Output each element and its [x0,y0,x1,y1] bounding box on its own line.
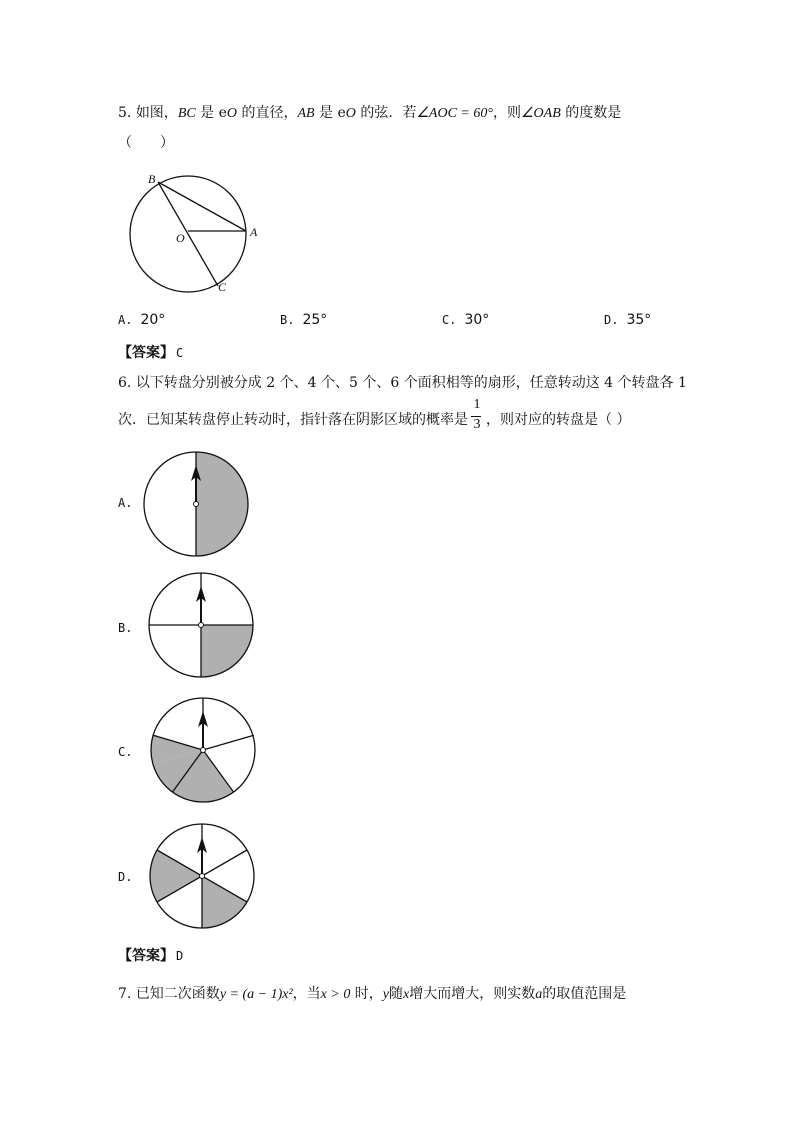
q6-answer [118,945,183,965]
option-value: 25° [302,312,328,328]
circle-symbol: e [218,105,227,121]
q5-text: 的度数是 [560,105,622,121]
q5-angle-condition: ∠AOC = 60° [416,106,493,121]
answer-value: D [176,949,184,963]
shaded-sector [201,625,253,677]
answer-value: C [176,346,184,360]
q7-text: 已知二次函数 [135,986,220,1002]
spinner-a-label: A. [118,496,133,510]
option-label: D. [604,313,619,327]
q5-angle-question: ∠OAB [520,106,561,121]
label-b: B [148,172,156,186]
label-a: A [250,225,258,239]
spinner-d[interactable] [149,823,257,931]
label-c: C [218,280,227,294]
q7-number: 7. [118,986,132,1002]
answer-tag: 【答案】 [118,948,174,964]
divider [203,735,254,750]
label-o: O [176,231,185,245]
pivot [194,502,199,507]
pivot [200,874,205,879]
q5-text: ，则 [492,105,521,121]
spinner-c-label: C. [118,745,133,759]
pivot [201,748,206,753]
q5-text: 是 [195,105,219,121]
option-value: 35° [626,312,652,328]
pivot [199,623,204,628]
spinner-a[interactable] [143,451,251,559]
answer-tag: 【答案】 [118,345,174,361]
q6-stem-line1 [118,374,687,392]
shaded-sector [196,452,248,556]
option-c[interactable] [442,312,489,328]
q7-text: ，当 [292,986,321,1002]
q7-text: 的取值范围是 [542,986,627,1002]
q7-var-a: a [535,987,543,1002]
q5-answer [118,342,183,362]
q5-bc: BC [177,106,196,121]
option-value: 30° [464,312,490,328]
option-a[interactable] [118,312,165,328]
spinner-d-label: D. [118,870,133,884]
q6-text: ，则对应的转盘是（ ） [486,412,631,428]
q5-text: 如图， [135,105,178,121]
q7-condition: x > 0 [320,987,351,1002]
q7-text: 增大而增大，则实数 [409,986,536,1002]
fraction-denominator: 3 [473,417,481,432]
q5-stem [118,104,621,123]
spinner-b[interactable] [148,572,256,680]
fraction-numerator: 1 [473,397,481,412]
q5-o: O [345,106,356,121]
q5-circle-figure [124,170,254,300]
q5-text: 是 [314,105,338,121]
q6-number: 6. [118,375,132,391]
q5-ab: AB [297,106,315,121]
diameter-bc [158,182,218,286]
q7-text: 时， [350,986,383,1002]
q7-text: 随 [389,986,403,1002]
q6-text: 以下转盘分别被分成 2 个、4 个、5 个、6 个面积相等的扇形，任意转动这 4 个转盘各 1 [135,375,687,391]
q5-text: 的直径， [237,105,298,121]
q5-o: O [226,106,238,121]
q7-stem [118,985,626,1004]
option-b[interactable] [280,312,327,328]
spinner-c[interactable] [150,697,258,805]
option-label: C. [442,313,457,327]
q7-formula: y = (a − 1)x² [219,987,293,1002]
q7-var-x: x [403,987,410,1002]
shaded-sector [150,850,202,902]
option-d[interactable] [604,312,651,328]
option-value: 20° [140,312,166,328]
chord-ab [158,182,246,231]
spinner-b-label: B. [118,621,133,635]
q7-var-y: y [382,987,389,1002]
circle-symbol: e [337,105,346,121]
q6-stem-line2 [118,411,630,429]
shaded-sector [202,876,247,928]
q5-number: 5. [118,105,132,121]
q5-text: 的弦．若 [355,105,417,121]
option-label: B. [280,313,295,327]
q5-blank-paren: （ ） [118,135,174,151]
option-label: A. [118,313,133,327]
q6-text: 次．已知某转盘停止转动时，指针落在阴影区域的概率是 [118,412,468,428]
